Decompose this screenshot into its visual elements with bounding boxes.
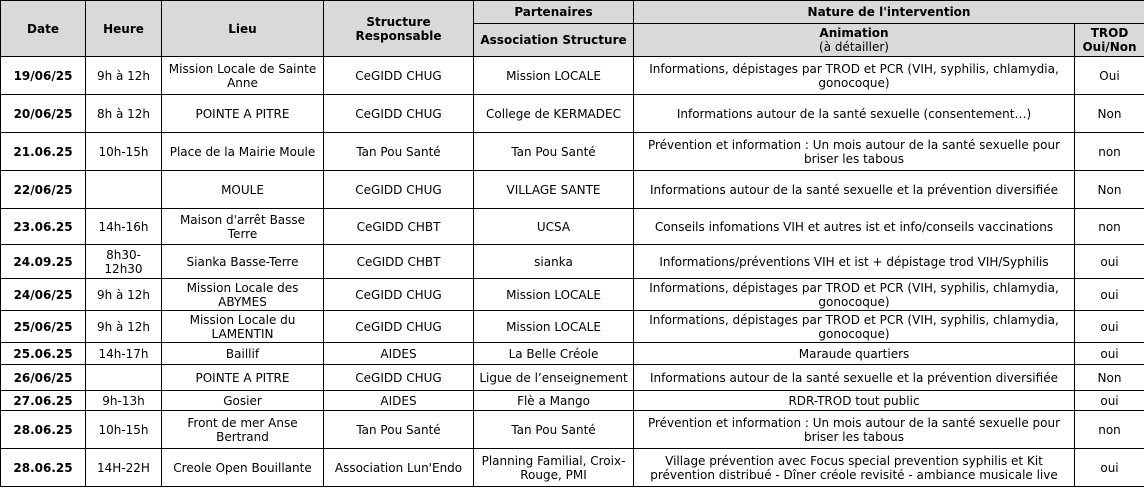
- cell-partenaire: Flè a Mango: [474, 391, 634, 411]
- cell-trod: oui: [1075, 279, 1144, 311]
- cell-date: 28.06.25: [1, 449, 86, 487]
- cell-date: 27.06.25: [1, 391, 86, 411]
- cell-partenaire: Ligue de l’enseignement: [474, 365, 634, 391]
- header-heure: Heure: [86, 1, 162, 57]
- cell-heure: [86, 365, 162, 391]
- table-row: [1, 279, 1144, 311]
- cell-heure: 8h à 12h: [86, 95, 162, 133]
- cell-heure: 8h30-12h30: [86, 245, 162, 279]
- cell-trod: non: [1075, 133, 1144, 171]
- table-row: [1, 245, 1144, 279]
- cell-lieu: MOULE: [162, 171, 324, 209]
- table-row: [1, 209, 1144, 245]
- cell-heure: 9h-13h: [86, 391, 162, 411]
- cell-animation: Informations, dépistages par TROD et PCR (VIH, syphilis, chlamydia, gonocoque): [634, 57, 1075, 95]
- table-row: [1, 311, 1144, 343]
- cell-trod: non: [1075, 411, 1144, 449]
- header-animation-label: Animation: [819, 26, 889, 40]
- header-association: Association Structure: [474, 24, 634, 57]
- cell-heure: 14h-16h: [86, 209, 162, 245]
- header-animation-sublabel: (à détailler): [819, 40, 889, 54]
- cell-date: 26/06/25: [1, 365, 86, 391]
- cell-animation: Maraude quartiers: [634, 343, 1075, 365]
- cell-trod: oui: [1075, 391, 1144, 411]
- cell-lieu: Sianka Basse-Terre: [162, 245, 324, 279]
- cell-lieu: Front de mer Anse Bertrand: [162, 411, 324, 449]
- cell-heure: 14h-17h: [86, 343, 162, 365]
- cell-trod: oui: [1075, 245, 1144, 279]
- cell-date: 21.06.25: [1, 133, 86, 171]
- cell-structure: CeGIDD CHUG: [324, 311, 474, 343]
- cell-structure: CeGIDD CHUG: [324, 95, 474, 133]
- header-animation: [634, 24, 1075, 57]
- table-row: [1, 57, 1144, 95]
- cell-heure: 9h à 12h: [86, 311, 162, 343]
- cell-structure: CeGIDD CHUG: [324, 279, 474, 311]
- cell-animation: Informations, dépistages par TROD et PCR (VIH, syphilis, chlamydia, gonocoque): [634, 279, 1075, 311]
- table-row: [1, 449, 1144, 487]
- cell-partenaire: VILLAGE SANTE: [474, 171, 634, 209]
- cell-structure: Tan Pou Santé: [324, 133, 474, 171]
- cell-partenaire: Mission LOCALE: [474, 57, 634, 95]
- cell-date: 24/06/25: [1, 279, 86, 311]
- cell-animation: Informations autour de la santé sexuelle et la prévention diversifiée: [634, 365, 1075, 391]
- cell-trod: oui: [1075, 449, 1144, 487]
- table-row: [1, 171, 1144, 209]
- cell-lieu: Mission Locale de Sainte Anne: [162, 57, 324, 95]
- cell-animation: Prévention et information : Un mois autour de la santé sexuelle pour briser les tabous: [634, 133, 1075, 171]
- cell-animation: RDR-TROD tout public: [634, 391, 1075, 411]
- header-lieu: Lieu: [162, 1, 324, 57]
- cell-animation: Informations, dépistages par TROD et PCR (VIH, syphilis, chlamydia, gonocoque): [634, 311, 1075, 343]
- cell-lieu: Gosier: [162, 391, 324, 411]
- cell-lieu: Maison d'arrêt Basse Terre: [162, 209, 324, 245]
- cell-heure: 10h-15h: [86, 133, 162, 171]
- cell-structure: Association Lun'Endo: [324, 449, 474, 487]
- cell-heure: 9h à 12h: [86, 279, 162, 311]
- cell-lieu: POINTE A PITRE: [162, 95, 324, 133]
- cell-structure: CeGIDD CHUG: [324, 57, 474, 95]
- cell-trod: oui: [1075, 343, 1144, 365]
- cell-trod: non: [1075, 209, 1144, 245]
- cell-structure: Tan Pou Santé: [324, 411, 474, 449]
- cell-animation: Prévention et information : Un mois autour de la santé sexuelle pour briser les tabous: [634, 411, 1075, 449]
- cell-date: 20/06/25: [1, 95, 86, 133]
- cell-trod: oui: [1075, 311, 1144, 343]
- cell-structure: CeGIDD CHBT: [324, 209, 474, 245]
- header-structure: Structure Responsable: [324, 1, 474, 57]
- cell-structure: CeGIDD CHUG: [324, 171, 474, 209]
- cell-animation: Informations autour de la santé sexuelle et la prévention diversifiée: [634, 171, 1075, 209]
- table-row: [1, 95, 1144, 133]
- cell-date: 24.09.25: [1, 245, 86, 279]
- table-row: [1, 411, 1144, 449]
- cell-date: 25/06/25: [1, 311, 86, 343]
- cell-lieu: Baillif: [162, 343, 324, 365]
- cell-trod: Oui: [1075, 57, 1144, 95]
- cell-date: 25.06.25: [1, 343, 86, 365]
- cell-structure: AIDES: [324, 343, 474, 365]
- table-row: [1, 365, 1144, 391]
- table-body: [1, 57, 1144, 487]
- cell-heure: 9h à 12h: [86, 57, 162, 95]
- cell-structure: CeGIDD CHBT: [324, 245, 474, 279]
- cell-animation: Informations autour de la santé sexuelle (consentement…): [634, 95, 1075, 133]
- cell-animation: Conseils infomations VIH et autres ist et info/conseils vaccinations: [634, 209, 1075, 245]
- cell-partenaire: UCSA: [474, 209, 634, 245]
- header-trod: [1075, 24, 1144, 57]
- cell-date: 28.06.25: [1, 411, 86, 449]
- cell-partenaire: Tan Pou Santé: [474, 133, 634, 171]
- cell-partenaire: La Belle Créole: [474, 343, 634, 365]
- cell-lieu: POINTE A PITRE: [162, 365, 324, 391]
- cell-structure: AIDES: [324, 391, 474, 411]
- header-trod-label: TROD: [1090, 26, 1129, 40]
- cell-partenaire: sianka: [474, 245, 634, 279]
- cell-date: 22/06/25: [1, 171, 86, 209]
- table-row: [1, 343, 1144, 365]
- cell-heure: 10h-15h: [86, 411, 162, 449]
- cell-lieu: Mission Locale du LAMENTIN: [162, 311, 324, 343]
- cell-lieu: Place de la Mairie Moule: [162, 133, 324, 171]
- cell-trod: Non: [1075, 171, 1144, 209]
- cell-date: 23.06.25: [1, 209, 86, 245]
- cell-partenaire: Tan Pou Santé: [474, 411, 634, 449]
- cell-animation: Village prévention avec Focus special prevention syphilis et Kit prévention distribué - Dîner créole revisité - ambiance musicale live: [634, 449, 1075, 487]
- cell-date: 19/06/25: [1, 57, 86, 95]
- header-trod-sublabel: Oui/Non: [1082, 40, 1137, 54]
- header-partenaires: Partenaires: [474, 1, 634, 24]
- cell-partenaire: Planning Familial, Croix-Rouge, PMI: [474, 449, 634, 487]
- cell-heure: 14H-22H: [86, 449, 162, 487]
- cell-trod: Non: [1075, 365, 1144, 391]
- cell-partenaire: Mission LOCALE: [474, 279, 634, 311]
- header-nature: Nature de l'intervention: [634, 1, 1144, 24]
- table-row: [1, 133, 1144, 171]
- cell-animation: Informations/préventions VIH et ist + dépistage trod VIH/Syphilis: [634, 245, 1075, 279]
- table-row: [1, 391, 1144, 411]
- cell-structure: CeGIDD CHUG: [324, 365, 474, 391]
- cell-lieu: Mission Locale des ABYMES: [162, 279, 324, 311]
- cell-partenaire: College de KERMADEC: [474, 95, 634, 133]
- cell-partenaire: Mission LOCALE: [474, 311, 634, 343]
- cell-heure: [86, 171, 162, 209]
- header-date: Date: [1, 1, 86, 57]
- cell-lieu: Creole Open Bouillante: [162, 449, 324, 487]
- cell-trod: Non: [1075, 95, 1144, 133]
